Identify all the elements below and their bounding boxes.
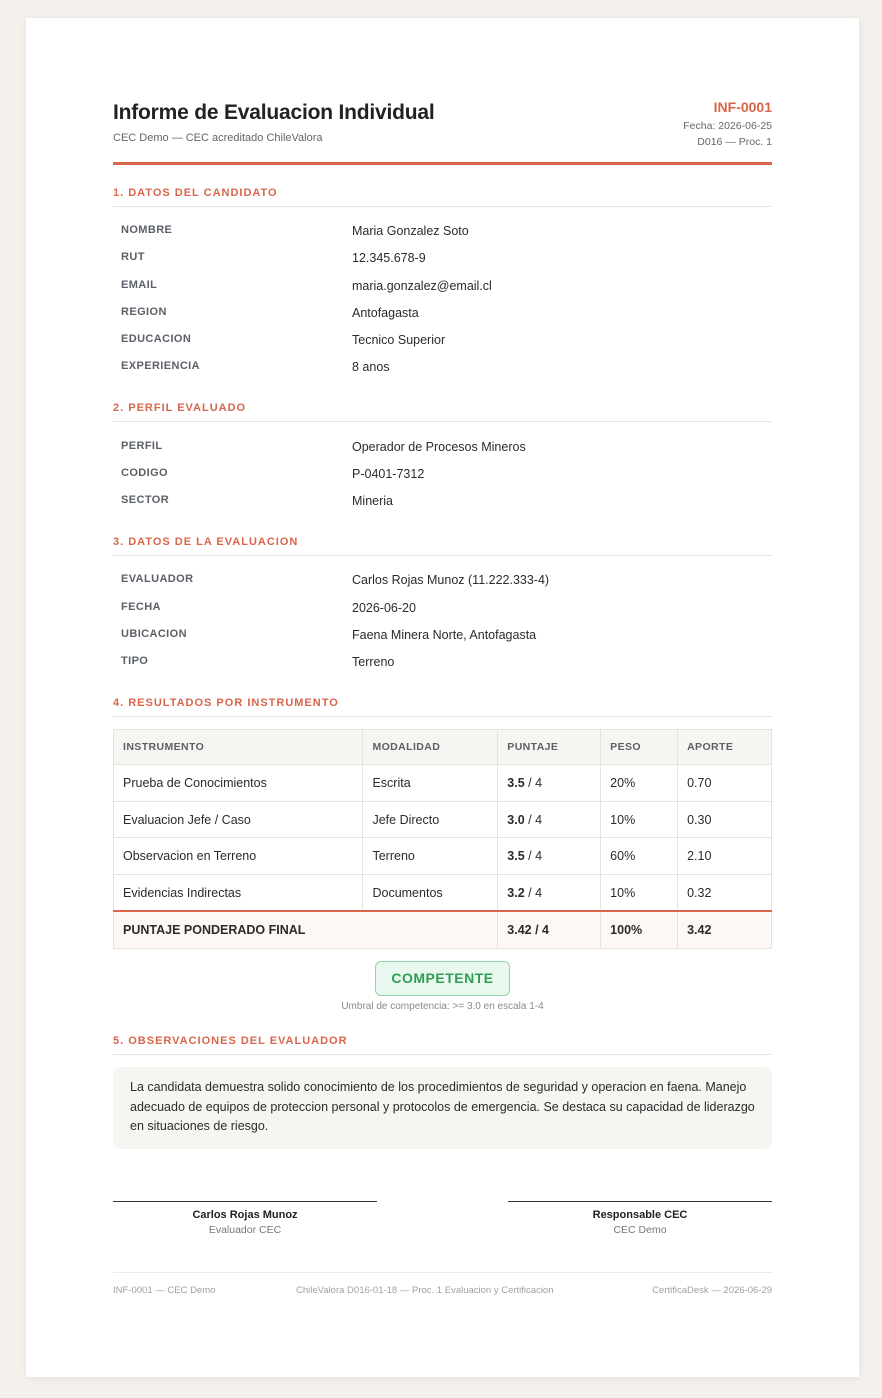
- cell-score: [498, 875, 601, 912]
- signature-evaluator: [113, 1201, 377, 1236]
- cell-contribution: 0.32: [678, 875, 772, 912]
- field-value: P-0401-7312: [352, 467, 425, 481]
- field-row: [121, 360, 772, 380]
- field-row: [121, 467, 772, 487]
- table-header-row: [114, 730, 772, 765]
- signature-name: Responsable CEC: [592, 1209, 688, 1221]
- score-scale: / 4: [524, 812, 543, 827]
- total-score: 3.42 / 4: [498, 911, 601, 948]
- table-row: [114, 801, 772, 838]
- cell-weight: 20%: [601, 765, 678, 802]
- column-header: APORTE: [678, 730, 772, 765]
- score-scale: / 4: [524, 885, 543, 900]
- section-title-profile: 2. PERFIL EVALUADO: [113, 402, 772, 422]
- cell-contribution: 0.70: [678, 765, 772, 802]
- document-id: INF-0001: [713, 99, 772, 115]
- field-row: [121, 333, 772, 353]
- cell-weight: 10%: [601, 801, 678, 838]
- signature-responsible: [508, 1201, 772, 1236]
- field-value: Mineria: [352, 494, 393, 508]
- field-label: RUT: [121, 251, 145, 263]
- report-sheet: [26, 18, 859, 1377]
- signature-role: Evaluador CEC: [208, 1224, 282, 1236]
- field-value: 2026-06-20: [352, 601, 416, 615]
- field-row: [121, 655, 772, 675]
- score-value: 3.5: [507, 775, 525, 790]
- cell-score: [498, 801, 601, 838]
- field-value: Terreno: [352, 655, 395, 669]
- section-title-candidate: 1. DATOS DEL CANDIDATO: [113, 187, 772, 207]
- section-title-evaluation: 3. DATOS DE LA EVALUACION: [113, 536, 772, 556]
- total-weight: 100%: [601, 911, 678, 948]
- field-label: CODIGO: [121, 467, 169, 479]
- cell-score: [498, 838, 601, 875]
- field-row: [121, 251, 772, 271]
- report-header: [113, 98, 772, 165]
- table-row: [114, 875, 772, 912]
- page-title: Informe de Evaluacion Individual: [113, 101, 435, 124]
- field-row: [121, 279, 772, 299]
- cell-contribution: 0.30: [678, 801, 772, 838]
- signature-name: Carlos Rojas Munoz: [192, 1209, 298, 1221]
- score-value: 3.0: [507, 812, 525, 827]
- column-header: PUNTAJE: [498, 730, 601, 765]
- signature-role: CEC Demo: [613, 1224, 667, 1236]
- field-label: EMAIL: [121, 279, 158, 291]
- cell-score: [498, 765, 601, 802]
- field-row: [121, 224, 772, 244]
- field-label: EDUCACION: [121, 333, 192, 345]
- field-row: [121, 440, 772, 460]
- cell-instrument: Evaluacion Jefe / Caso: [114, 801, 363, 838]
- verdict-badge: COMPETENTE: [375, 961, 510, 996]
- field-row: [121, 601, 772, 621]
- section-title-observations: 5. OBSERVACIONES DEL EVALUADOR: [113, 1035, 772, 1055]
- footer-center: ChileValora D016-01-18 — Proc. 1 Evaluacion y Certificacion: [296, 1285, 554, 1296]
- page-footer: [113, 1272, 772, 1296]
- cell-instrument: Observacion en Terreno: [114, 838, 363, 875]
- field-value: maria.gonzalez@email.cl: [352, 279, 492, 293]
- field-label: TIPO: [121, 655, 149, 667]
- document-process: D016 — Proc. 1: [697, 136, 772, 148]
- field-label: NOMBRE: [121, 224, 173, 236]
- field-row: [121, 494, 772, 514]
- field-value: 12.345.678-9: [352, 251, 426, 265]
- score-scale: / 4: [524, 775, 543, 790]
- cell-weight: 60%: [601, 838, 678, 875]
- score-value: 3.5: [507, 849, 525, 864]
- cell-instrument: Evidencias Indirectas: [114, 875, 363, 912]
- field-row: [121, 628, 772, 648]
- field-value: Tecnico Superior: [352, 333, 446, 347]
- score-scale: / 4: [524, 849, 543, 864]
- document-date: Fecha: 2026-06-25: [683, 120, 772, 132]
- field-value: Antofagasta: [352, 306, 419, 320]
- field-label: PERFIL: [121, 440, 163, 452]
- total-row: [114, 911, 772, 948]
- footer-left: INF-0001 — CEC Demo: [113, 1285, 216, 1296]
- total-label: PUNTAJE PONDERADO FINAL: [114, 911, 498, 948]
- field-label: REGION: [121, 306, 167, 318]
- field-value: Faena Minera Norte, Antofagasta: [352, 628, 537, 642]
- cell-instrument: Prueba de Conocimientos: [114, 765, 363, 802]
- field-label: EXPERIENCIA: [121, 360, 200, 372]
- cell-modality: Documentos: [363, 875, 498, 912]
- page-subtitle: CEC Demo — CEC acreditado ChileValora: [113, 132, 323, 144]
- section-title-results: 4. RESULTADOS POR INSTRUMENTO: [113, 697, 772, 717]
- cell-modality: Jefe Directo: [363, 801, 498, 838]
- field-value: 8 anos: [352, 360, 390, 374]
- field-label: EVALUADOR: [121, 573, 194, 585]
- field-value: Carlos Rojas Munoz (11.222.333-4): [352, 573, 550, 587]
- field-label: FECHA: [121, 601, 161, 613]
- results-table: [113, 729, 772, 949]
- table-row: [114, 838, 772, 875]
- cell-weight: 10%: [601, 875, 678, 912]
- total-contribution: 3.42: [678, 911, 772, 948]
- table-row: [114, 765, 772, 802]
- field-row: [121, 573, 772, 593]
- field-value: Operador de Procesos Mineros: [352, 440, 526, 454]
- cell-modality: Terreno: [363, 838, 498, 875]
- cell-contribution: 2.10: [678, 838, 772, 875]
- field-row: [121, 306, 772, 326]
- field-label: UBICACION: [121, 628, 187, 640]
- observations-text: La candidata demuestra solido conocimiento de los procedimientos de seguridad y operacion en faena. Manejo adecuado de equipos de proteccion personal y protocolos de emergencia. Se destaca su capacidad de liderazgo en situaciones de riesgo.: [113, 1067, 772, 1149]
- score-value: 3.2: [507, 885, 525, 900]
- column-header: INSTRUMENTO: [114, 730, 363, 765]
- field-value: Maria Gonzalez Soto: [352, 224, 469, 238]
- column-header: PESO: [601, 730, 678, 765]
- competence-threshold: Umbral de competencia: >= 3.0 en escala 1-4: [341, 1001, 544, 1012]
- footer-right: CertificaDesk — 2026-06-29: [652, 1285, 772, 1296]
- field-label: SECTOR: [121, 494, 170, 506]
- cell-modality: Escrita: [363, 765, 498, 802]
- column-header: MODALIDAD: [363, 730, 498, 765]
